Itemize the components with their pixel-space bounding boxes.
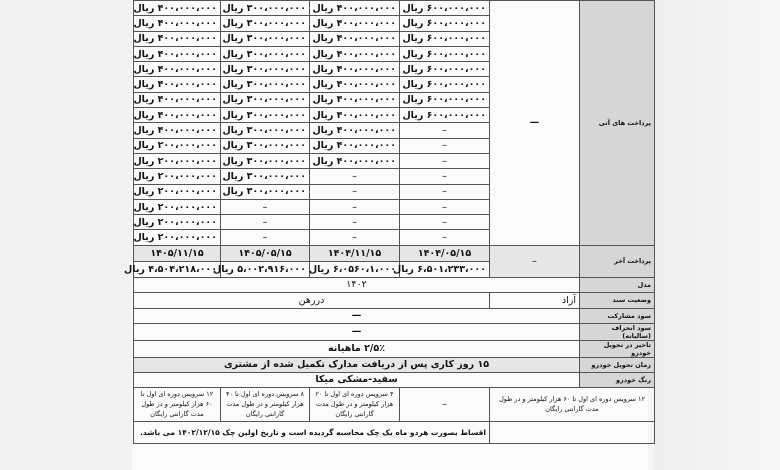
payment-cell: –: [310, 169, 400, 184]
payment-cell: ۲۰۰،۰۰۰،۰۰۰ ریال: [134, 138, 221, 153]
payment-cell: ۴۰۰،۰۰۰،۰۰۰ ریال: [134, 1, 221, 16]
doc-status-pledged: دررهن: [134, 292, 490, 308]
payment-cell: ۲۰۰،۰۰۰،۰۰۰ ریال: [134, 153, 221, 168]
color-row: [134, 372, 655, 387]
payment-cell: ۴۰۰،۰۰۰،۰۰۰ ریال: [310, 92, 400, 107]
last-date-3: ۱۴۰۵/۰۵/۱۵: [221, 245, 310, 261]
service-cell-dash: –: [400, 387, 490, 421]
model-row: [134, 277, 655, 292]
last-date-2: ۱۴۰۴/۱۱/۱۵: [310, 245, 400, 261]
service-cell-4: ۱۲ سرویس دوره ای اول تا ۶۰ هزار کیلومتر و در طول مدت گارانتی رایگان: [134, 387, 221, 421]
last-date-1: ۱۴۰۴/۰۵/۱۵: [400, 245, 490, 261]
payment-cell: ۶۰۰،۰۰۰،۰۰۰ ریال: [400, 46, 490, 61]
payment-cell: ۳۰۰،۰۰۰،۰۰۰ ریال: [221, 184, 310, 199]
payment-cell: –: [400, 215, 490, 230]
payment-row: [134, 1, 655, 16]
payment-cell: ۳۰۰،۰۰۰،۰۰۰ ریال: [221, 16, 310, 31]
participation-row: [134, 308, 655, 323]
payment-cell: ۲۰۰،۰۰۰،۰۰۰ ریال: [134, 199, 221, 214]
delivery-time-row: [134, 357, 655, 372]
payment-cell: –: [310, 215, 400, 230]
deviation-value: —: [134, 323, 580, 340]
delay-value: ۲/۵٪ ماهیانه: [134, 340, 580, 357]
payment-cell: ۶۰۰،۰۰۰،۰۰۰ ریال: [400, 1, 490, 16]
note-empty: [490, 421, 655, 443]
page-shadow: [654, 0, 780, 470]
payment-cell: ۶۰۰،۰۰۰،۰۰۰ ریال: [400, 92, 490, 107]
color-value: سفید-مشکی میکا: [134, 372, 580, 387]
payment-cell: ۴۰۰،۰۰۰،۰۰۰ ریال: [310, 1, 400, 16]
payment-cell: ۴۰۰،۰۰۰،۰۰۰ ریال: [310, 31, 400, 46]
payment-cell: ۳۰۰،۰۰۰،۰۰۰ ریال: [221, 92, 310, 107]
payment-cell: –: [400, 230, 490, 245]
note-text: اقساط بصورت هردو ماه یک چک محاسبه گردیده است و تاریخ اولین چک ۱۴۰۲/۱۲/۱۵ می باشد.: [134, 421, 490, 443]
label-delivery-time: زمان تحویل خودرو: [580, 357, 655, 372]
payment-cell: ۳۰۰،۰۰۰،۰۰۰ ریال: [221, 108, 310, 123]
payment-cell: ۴۰۰،۰۰۰،۰۰۰ ریال: [310, 108, 400, 123]
payment-cell: ۶۰۰،۰۰۰،۰۰۰ ریال: [400, 77, 490, 92]
participation-value: —: [134, 308, 580, 323]
payment-cell: ۳۰۰،۰۰۰،۰۰۰ ریال: [221, 46, 310, 61]
payment-cell: ۳۰۰،۰۰۰،۰۰۰ ریال: [221, 153, 310, 168]
payment-cell: ۴۰۰،۰۰۰،۰۰۰ ریال: [310, 77, 400, 92]
last-amount-1: ۶،۵۰۱،۲۳۳،۰۰۰ ریال: [400, 261, 490, 277]
payment-cell: ۶۰۰،۰۰۰،۰۰۰ ریال: [400, 108, 490, 123]
service-cell-3: ۸ سرویس دوره ای اول تا ۴۰ هزار کیلومتر و در طول مدت گارانتی رایگان: [221, 387, 310, 421]
label-last-payment: پرداخت آخر: [580, 245, 655, 277]
service-cell-1: ۱۲ سرویس دوره ای اول تا ۶۰ هزار کیلومتر و در طول مدت گارانتی رایگان: [490, 387, 655, 421]
delay-row: [134, 340, 655, 357]
note-row: [134, 421, 655, 443]
service-cell-2: ۴ سرویس دوره ای اول تا ۲۰ هزار کیلومتر و در طول مدت گارانتی رایگان: [310, 387, 400, 421]
payment-cell: ۳۰۰،۰۰۰،۰۰۰ ریال: [221, 123, 310, 138]
payment-cell: ۶۰۰،۰۰۰،۰۰۰ ریال: [400, 62, 490, 77]
payment-cell: ۴۰۰،۰۰۰،۰۰۰ ریال: [134, 92, 221, 107]
payment-cell: ۴۰۰،۰۰۰،۰۰۰ ریال: [310, 153, 400, 168]
delivery-time-value: ۱۵ روز کاری پس از دریافت مدارک تکمیل شده از مشتری: [134, 357, 580, 372]
last-date-4: ۱۴۰۵/۱۱/۱۵: [134, 245, 221, 261]
payment-cell: ۴۰۰،۰۰۰،۰۰۰ ریال: [134, 77, 221, 92]
last-amount-2: ۶،۰۵۶۰،۱،۰۰۰ ریال: [310, 261, 400, 277]
payment-cell: –: [310, 199, 400, 214]
payment-cell: ۲۰۰،۰۰۰،۰۰۰ ریال: [134, 184, 221, 199]
payment-cell: ۴۰۰،۰۰۰،۰۰۰ ریال: [134, 62, 221, 77]
payment-cell: ۴۰۰،۰۰۰،۰۰۰ ریال: [310, 46, 400, 61]
payment-cell: ۴۰۰،۰۰۰،۰۰۰ ریال: [310, 123, 400, 138]
payment-cell: ۳۰۰،۰۰۰،۰۰۰ ریال: [221, 169, 310, 184]
payment-cell: ۴۰۰،۰۰۰،۰۰۰ ریال: [310, 138, 400, 153]
label-model: مدل: [580, 277, 655, 292]
payment-cell: ۴۰۰،۰۰۰،۰۰۰ ریال: [134, 108, 221, 123]
payment-cell: –: [310, 230, 400, 245]
payment-cell: ۴۰۰،۰۰۰،۰۰۰ ریال: [310, 62, 400, 77]
doc-status-free: آزاد: [490, 292, 580, 308]
payment-cell: –: [310, 184, 400, 199]
payment-cell: ۳۰۰،۰۰۰،۰۰۰ ریال: [221, 138, 310, 153]
payment-cell: ۴۰۰،۰۰۰،۰۰۰ ریال: [134, 16, 221, 31]
payment-cell: –: [400, 123, 490, 138]
payment-cell: –: [400, 184, 490, 199]
last-payment-row-dates: [134, 245, 655, 261]
payment-cell: ۳۰۰،۰۰۰،۰۰۰ ریال: [221, 1, 310, 16]
last-payment-dash: –: [490, 245, 580, 277]
payment-cell: –: [400, 153, 490, 168]
label-deviation: سود انحراف (سالیانه): [580, 323, 655, 340]
payment-cell: ۴۰۰،۰۰۰،۰۰۰ ریال: [134, 123, 221, 138]
payment-cell: –: [400, 138, 490, 153]
label-delay: تاخیر در تحویل خودرو: [580, 340, 655, 357]
deviation-row: [134, 323, 655, 340]
payment-cell: ۳۰۰،۰۰۰،۰۰۰ ریال: [221, 31, 310, 46]
label-future-payments: پرداخت های آتی: [580, 1, 655, 246]
payment-cell: ۴۰۰،۰۰۰،۰۰۰ ریال: [134, 46, 221, 61]
label-doc-status: وضعیت سند: [580, 292, 655, 308]
doc-status-row: [134, 292, 655, 308]
payment-cell: ۶۰۰،۰۰۰،۰۰۰ ریال: [400, 16, 490, 31]
last-amount-4: ۴،۵۰۴،۲۱۸،۰۰۰ ریال: [134, 261, 221, 277]
model-value: ۱۴۰۲: [134, 277, 580, 292]
future-payments-dash: —: [490, 1, 580, 246]
payment-cell: –: [221, 199, 310, 214]
payment-table: [124, 0, 655, 444]
payment-cell: ۴۰۰،۰۰۰،۰۰۰ ریال: [134, 31, 221, 46]
left-margin: [0, 0, 132, 470]
payment-cell: ۴۰۰،۰۰۰،۰۰۰ ریال: [310, 16, 400, 31]
payment-cell: ۲۰۰،۰۰۰،۰۰۰ ریال: [134, 215, 221, 230]
payment-cell: –: [400, 169, 490, 184]
label-color: رنگ خودرو: [580, 372, 655, 387]
payment-cell: ۳۰۰،۰۰۰،۰۰۰ ریال: [221, 62, 310, 77]
payment-cell: –: [221, 215, 310, 230]
payment-cell: ۲۰۰،۰۰۰،۰۰۰ ریال: [134, 169, 221, 184]
label-participation: سود مشارکت: [580, 308, 655, 323]
payment-cell: ۶۰۰،۰۰۰،۰۰۰ ریال: [400, 31, 490, 46]
payment-cell: –: [221, 230, 310, 245]
payment-cell: ۳۰۰،۰۰۰،۰۰۰ ریال: [221, 77, 310, 92]
payment-cell: –: [400, 199, 490, 214]
services-row: [134, 387, 655, 421]
payment-cell: ۲۰۰،۰۰۰،۰۰۰ ریال: [134, 230, 221, 245]
last-amount-3: ۵،۰۰۲،۹۱۶،۰۰۰ ریال: [221, 261, 310, 277]
